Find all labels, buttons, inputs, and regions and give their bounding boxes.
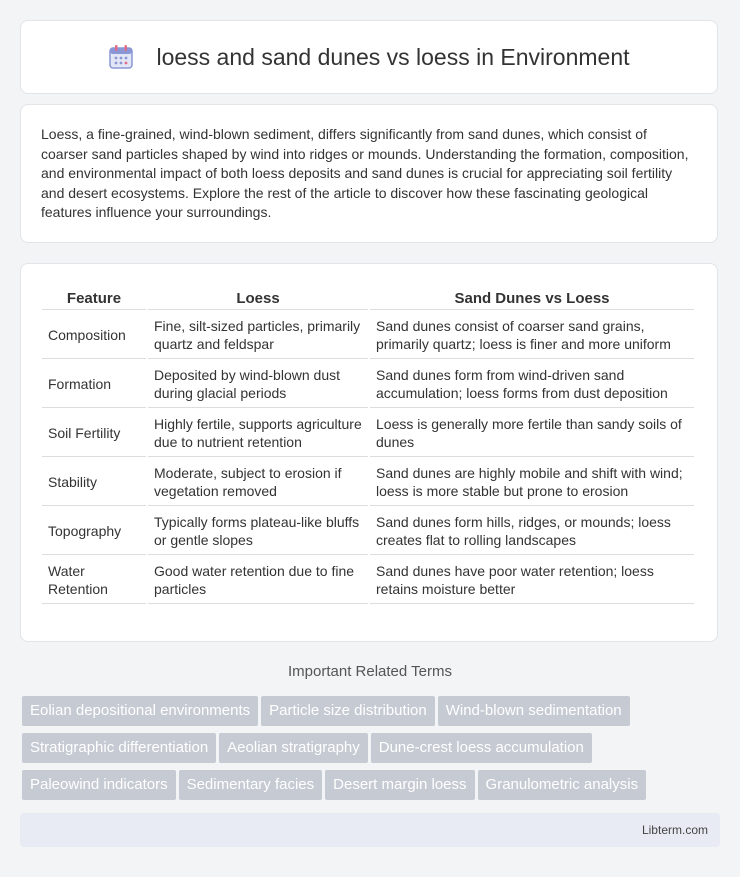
comparison-cell: Loess is generally more fertile than sandy soils of dunes <box>370 410 694 457</box>
table-row <box>42 361 694 408</box>
table-header-row <box>42 286 694 310</box>
loess-cell: Typically forms plateau-like bluffs or gentle slopes <box>148 508 368 555</box>
feature-cell: Topography <box>42 508 146 555</box>
feature-cell: Composition <box>42 312 146 359</box>
related-term-tag[interactable]: Stratigraphic differentiation <box>22 733 216 763</box>
related-term-tag[interactable]: Particle size distribution <box>261 696 435 726</box>
table-row <box>42 459 694 506</box>
related-term-tag[interactable]: Eolian depositional environments <box>22 696 258 726</box>
related-term-tag[interactable]: Dune-crest loess accumulation <box>371 733 592 763</box>
comparison-cell: Sand dunes consist of coarser sand grains, primarily quartz; loess is finer and more uniform <box>370 312 694 359</box>
related-term-tag[interactable]: Paleowind indicators <box>22 770 176 800</box>
comparison-card <box>20 263 718 642</box>
footer <box>20 813 720 847</box>
intro-card <box>20 104 718 243</box>
table-row <box>42 312 694 359</box>
loess-cell: Moderate, subject to erosion if vegetation removed <box>148 459 368 506</box>
table-row <box>42 557 694 604</box>
comparison-table <box>40 284 696 606</box>
calendar-icon <box>108 44 134 70</box>
loess-cell: Deposited by wind-blown dust during glacial periods <box>148 361 368 408</box>
footer-site-link[interactable]: Libterm.com <box>641 823 708 837</box>
related-term-tag[interactable]: Aeolian stratigraphy <box>219 733 368 763</box>
feature-cell: Soil Fertility <box>42 410 146 457</box>
table-row <box>42 410 694 457</box>
related-term-tag[interactable]: Sedimentary facies <box>179 770 323 800</box>
feature-cell: Formation <box>42 361 146 408</box>
loess-cell: Highly fertile, supports agriculture due to nutrient retention <box>148 410 368 457</box>
comparison-cell: Sand dunes form hills, ridges, or mounds; loess creates flat to rolling landscapes <box>370 508 694 555</box>
feature-cell: Stability <box>42 459 146 506</box>
column-header: Sand Dunes vs Loess <box>370 286 694 310</box>
feature-cell: Water Retention <box>42 557 146 604</box>
loess-cell: Fine, silt-sized particles, primarily quartz and feldspar <box>148 312 368 359</box>
related-term-tag[interactable]: Desert margin loess <box>325 770 474 800</box>
column-header: Loess <box>148 286 368 310</box>
table-row <box>42 508 694 555</box>
column-header: Feature <box>42 286 146 310</box>
comparison-cell: Sand dunes form from wind-driven sand accumulation; loess forms from dust deposition <box>370 361 694 408</box>
comparison-cell: Sand dunes have poor water retention; loess retains moisture better <box>370 557 694 604</box>
related-term-tag[interactable]: Wind-blown sedimentation <box>438 696 630 726</box>
page-title: loess and sand dunes vs loess in Environment <box>156 43 630 70</box>
related-terms-list <box>22 696 722 807</box>
header-card <box>20 20 718 94</box>
loess-cell: Good water retention due to fine particles <box>148 557 368 604</box>
intro-text: Loess, a fine-grained, wind-blown sediment, differs significantly from sand dunes, which consist of coarser sand particles shaped by wind into ridges or mounds. Understanding the formation, composition, and environmental impact of both loess deposits and sand dunes is crucial for appreciating soil fertility and desert ecosystems. Explore the rest of the article to discover how these fascinating geological features influence your surroundings. <box>41 126 689 220</box>
comparison-cell: Sand dunes are highly mobile and shift with wind; loess is more stable but prone to erosion <box>370 459 694 506</box>
related-terms-heading: Important Related Terms <box>288 663 452 680</box>
related-term-tag[interactable]: Granulometric analysis <box>478 770 647 800</box>
